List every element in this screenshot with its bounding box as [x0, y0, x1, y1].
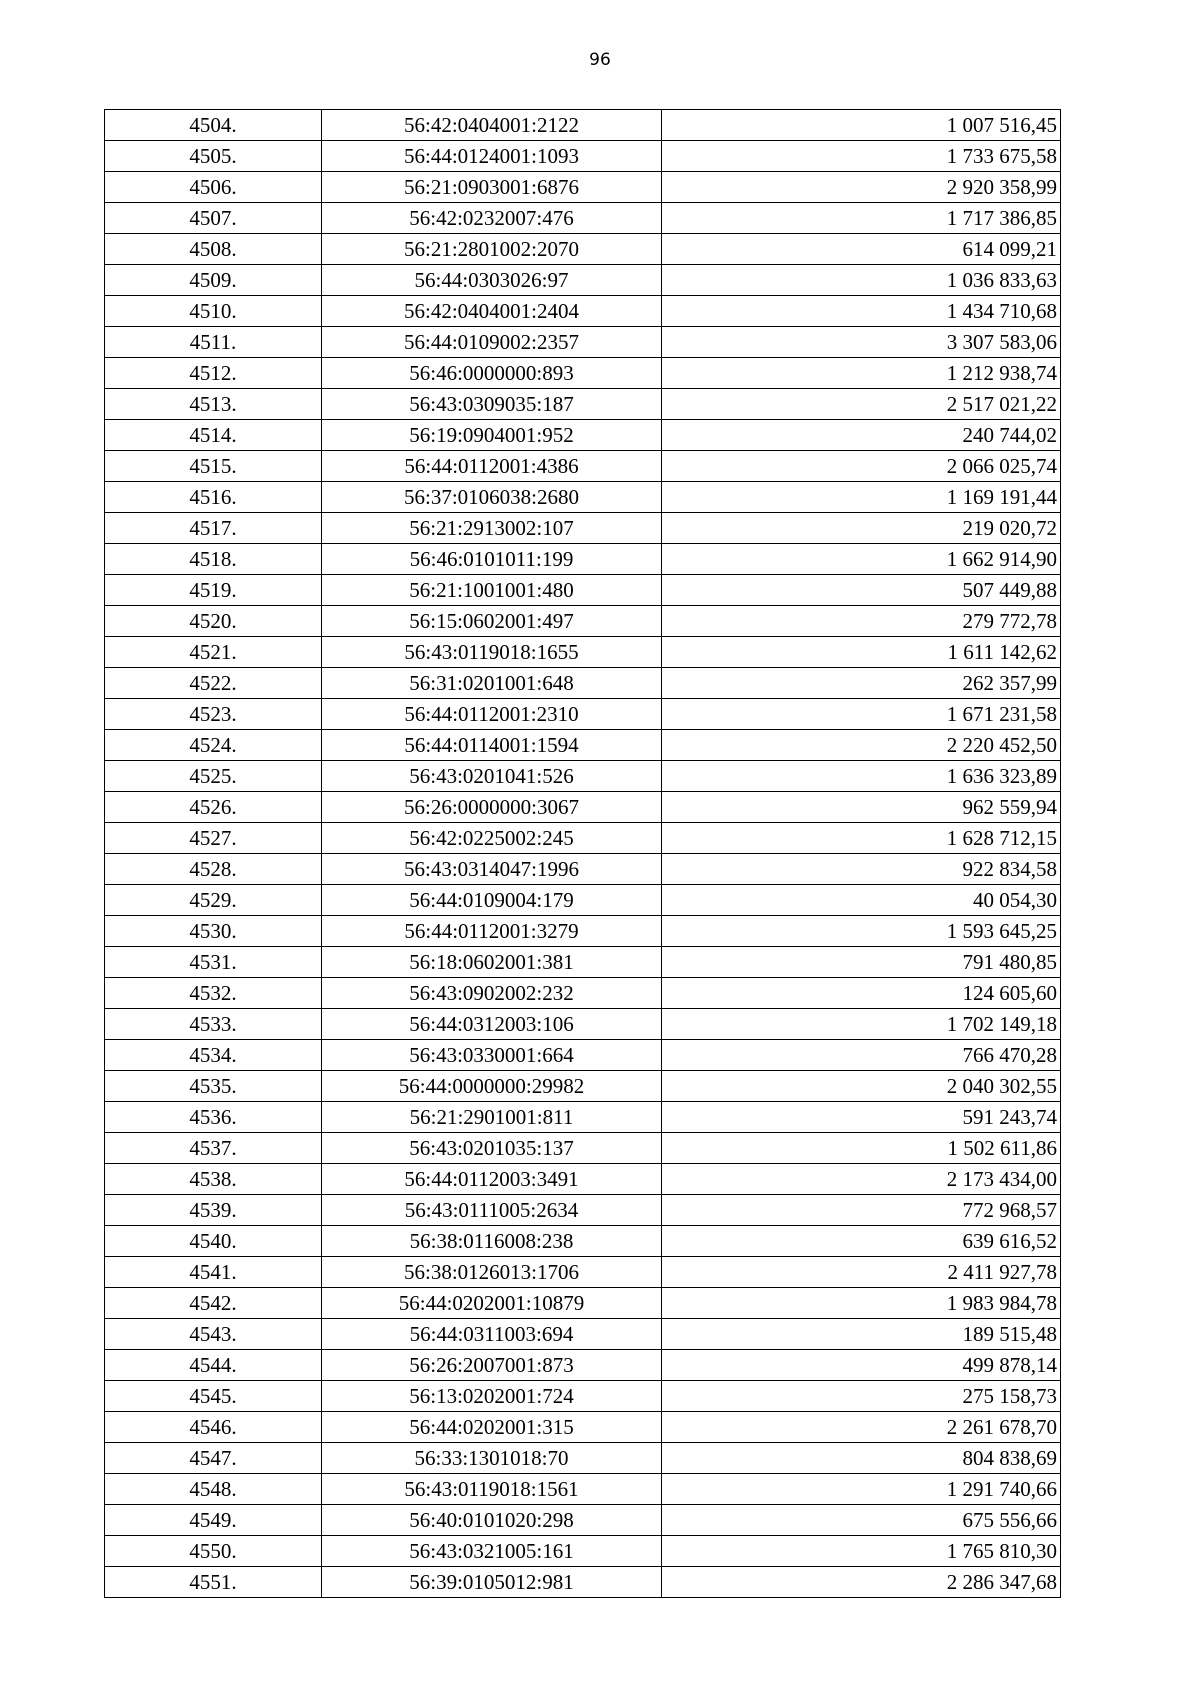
- table-body: [105, 110, 1061, 1598]
- cadastral-number-cell: 56:42:0404001:2404: [322, 296, 662, 327]
- cadastral-number-cell: 56:43:0321005:161: [322, 1536, 662, 1567]
- cadastral-number-cell: 56:44:0114001:1594: [322, 730, 662, 761]
- table-row: [105, 420, 1061, 451]
- cadastral-number-cell: 56:44:0303026:97: [322, 265, 662, 296]
- table-row: [105, 544, 1061, 575]
- row-number-cell: 4515.: [105, 451, 322, 482]
- row-number-cell: 4536.: [105, 1102, 322, 1133]
- cadastral-value-cell: 791 480,85: [662, 947, 1061, 978]
- row-number-cell: 4542.: [105, 1288, 322, 1319]
- table-row: [105, 978, 1061, 1009]
- row-number-cell: 4541.: [105, 1257, 322, 1288]
- cadastral-value-cell: 922 834,58: [662, 854, 1061, 885]
- table-row: [105, 327, 1061, 358]
- row-number-cell: 4539.: [105, 1195, 322, 1226]
- cadastral-value-cell: 1 671 231,58: [662, 699, 1061, 730]
- table-row: [105, 1040, 1061, 1071]
- table-row: [105, 265, 1061, 296]
- table-row: [105, 110, 1061, 141]
- row-number-cell: 4548.: [105, 1474, 322, 1505]
- cadastral-value-cell: 1 593 645,25: [662, 916, 1061, 947]
- table-row: [105, 1536, 1061, 1567]
- row-number-cell: 4512.: [105, 358, 322, 389]
- row-number-cell: 4546.: [105, 1412, 322, 1443]
- cadastral-value-cell: 2 066 025,74: [662, 451, 1061, 482]
- row-number-cell: 4522.: [105, 668, 322, 699]
- cadastral-number-cell: 56:37:0106038:2680: [322, 482, 662, 513]
- cadastral-value-cell: 1 169 191,44: [662, 482, 1061, 513]
- row-number-cell: 4523.: [105, 699, 322, 730]
- row-number-cell: 4519.: [105, 575, 322, 606]
- table-row: [105, 1412, 1061, 1443]
- row-number-cell: 4518.: [105, 544, 322, 575]
- cadastral-value-cell: 1 662 914,90: [662, 544, 1061, 575]
- table-row: [105, 296, 1061, 327]
- cadastral-number-cell: 56:46:0000000:893: [322, 358, 662, 389]
- cadastral-number-cell: 56:43:0314047:1996: [322, 854, 662, 885]
- cadastral-number-cell: 56:42:0225002:245: [322, 823, 662, 854]
- row-number-cell: 4513.: [105, 389, 322, 420]
- row-number-cell: 4545.: [105, 1381, 322, 1412]
- cadastral-number-cell: 56:44:0124001:1093: [322, 141, 662, 172]
- cadastral-value-cell: 1 007 516,45: [662, 110, 1061, 141]
- cadastral-number-cell: 56:42:0404001:2122: [322, 110, 662, 141]
- row-number-cell: 4534.: [105, 1040, 322, 1071]
- row-number-cell: 4508.: [105, 234, 322, 265]
- cadastral-value-cell: 1 717 386,85: [662, 203, 1061, 234]
- cadastral-number-cell: 56:13:0202001:724: [322, 1381, 662, 1412]
- row-number-cell: 4507.: [105, 203, 322, 234]
- cadastral-number-cell: 56:44:0000000:29982: [322, 1071, 662, 1102]
- cadastral-value-cell: 804 838,69: [662, 1443, 1061, 1474]
- row-number-cell: 4532.: [105, 978, 322, 1009]
- cadastral-number-cell: 56:33:1301018:70: [322, 1443, 662, 1474]
- table-row: [105, 1257, 1061, 1288]
- cadastral-number-cell: 56:43:0330001:664: [322, 1040, 662, 1071]
- table-row: [105, 1009, 1061, 1040]
- row-number-cell: 4538.: [105, 1164, 322, 1195]
- cadastral-value-cell: 279 772,78: [662, 606, 1061, 637]
- row-number-cell: 4544.: [105, 1350, 322, 1381]
- table-row: [105, 668, 1061, 699]
- cadastral-number-cell: 56:43:0111005:2634: [322, 1195, 662, 1226]
- cadastral-number-cell: 56:38:0126013:1706: [322, 1257, 662, 1288]
- cadastral-value-cell: 1 212 938,74: [662, 358, 1061, 389]
- cadastral-value-cell: 40 054,30: [662, 885, 1061, 916]
- cadastral-value-cell: 2 261 678,70: [662, 1412, 1061, 1443]
- cadastral-value-cell: 2 040 302,55: [662, 1071, 1061, 1102]
- page-number: 96: [589, 50, 611, 70]
- cadastral-number-cell: 56:26:0000000:3067: [322, 792, 662, 823]
- table-row: [105, 1071, 1061, 1102]
- row-number-cell: 4551.: [105, 1567, 322, 1598]
- cadastral-number-cell: 56:21:2913002:107: [322, 513, 662, 544]
- cadastral-value-cell: 262 357,99: [662, 668, 1061, 699]
- cadastral-value-cell: 507 449,88: [662, 575, 1061, 606]
- cadastral-value-cell: 124 605,60: [662, 978, 1061, 1009]
- cadastral-value-cell: 1 434 710,68: [662, 296, 1061, 327]
- row-number-cell: 4511.: [105, 327, 322, 358]
- row-number-cell: 4521.: [105, 637, 322, 668]
- table-row: [105, 1505, 1061, 1536]
- table-row: [105, 141, 1061, 172]
- cadastral-number-cell: 56:43:0201041:526: [322, 761, 662, 792]
- row-number-cell: 4547.: [105, 1443, 322, 1474]
- cadastral-value-cell: 772 968,57: [662, 1195, 1061, 1226]
- cadastral-value-cell: 2 173 434,00: [662, 1164, 1061, 1195]
- cadastral-number-cell: 56:21:2801002:2070: [322, 234, 662, 265]
- table-row: [105, 1195, 1061, 1226]
- row-number-cell: 4514.: [105, 420, 322, 451]
- table-row: [105, 234, 1061, 265]
- cadastral-value-cell: 240 744,02: [662, 420, 1061, 451]
- row-number-cell: 4504.: [105, 110, 322, 141]
- cadastral-value-cell: 1 983 984,78: [662, 1288, 1061, 1319]
- row-number-cell: 4533.: [105, 1009, 322, 1040]
- cadastral-number-cell: 56:44:0202001:315: [322, 1412, 662, 1443]
- row-number-cell: 4543.: [105, 1319, 322, 1350]
- table-row: [105, 1102, 1061, 1133]
- cadastral-value-cell: 2 411 927,78: [662, 1257, 1061, 1288]
- table-row: [105, 172, 1061, 203]
- cadastral-number-cell: 56:26:2007001:873: [322, 1350, 662, 1381]
- cadastral-number-cell: 56:19:0904001:952: [322, 420, 662, 451]
- cadastral-number-cell: 56:44:0112001:2310: [322, 699, 662, 730]
- cadastral-value-cell: 1 636 323,89: [662, 761, 1061, 792]
- cadastral-number-cell: 56:44:0112001:3279: [322, 916, 662, 947]
- cadastral-value-cell: 2 517 021,22: [662, 389, 1061, 420]
- row-number-cell: 4510.: [105, 296, 322, 327]
- row-number-cell: 4509.: [105, 265, 322, 296]
- cadastral-number-cell: 56:44:0112003:3491: [322, 1164, 662, 1195]
- cadastral-number-cell: 56:43:0309035:187: [322, 389, 662, 420]
- table-row: [105, 1443, 1061, 1474]
- cadastral-number-cell: 56:44:0112001:4386: [322, 451, 662, 482]
- table-row: [105, 730, 1061, 761]
- cadastral-value-cell: 1 765 810,30: [662, 1536, 1061, 1567]
- cadastral-number-cell: 56:21:2901001:811: [322, 1102, 662, 1133]
- cadastral-value-cell: 2 220 452,50: [662, 730, 1061, 761]
- cadastral-number-cell: 56:31:0201001:648: [322, 668, 662, 699]
- row-number-cell: 4537.: [105, 1133, 322, 1164]
- row-number-cell: 4527.: [105, 823, 322, 854]
- cadastral-number-cell: 56:43:0119018:1655: [322, 637, 662, 668]
- table-row: [105, 606, 1061, 637]
- table-row: [105, 575, 1061, 606]
- cadastral-value-cell: 639 616,52: [662, 1226, 1061, 1257]
- row-number-cell: 4520.: [105, 606, 322, 637]
- row-number-cell: 4506.: [105, 172, 322, 203]
- cadastral-value-cell: 1 291 740,66: [662, 1474, 1061, 1505]
- table-row: [105, 1474, 1061, 1505]
- cadastral-number-cell: 56:44:0312003:106: [322, 1009, 662, 1040]
- table-row: [105, 699, 1061, 730]
- cadastral-number-cell: 56:46:0101011:199: [322, 544, 662, 575]
- table-row: [105, 916, 1061, 947]
- table-row: [105, 1226, 1061, 1257]
- cadastral-value-cell: 1 502 611,86: [662, 1133, 1061, 1164]
- table-row: [105, 1350, 1061, 1381]
- row-number-cell: 4516.: [105, 482, 322, 513]
- table-row: [105, 761, 1061, 792]
- row-number-cell: 4525.: [105, 761, 322, 792]
- cadastral-number-cell: 56:44:0109004:179: [322, 885, 662, 916]
- row-number-cell: 4535.: [105, 1071, 322, 1102]
- cadastral-value-cell: 591 243,74: [662, 1102, 1061, 1133]
- cadastral-number-cell: 56:44:0109002:2357: [322, 327, 662, 358]
- cadastral-number-cell: 56:44:0202001:10879: [322, 1288, 662, 1319]
- table-row: [105, 513, 1061, 544]
- row-number-cell: 4529.: [105, 885, 322, 916]
- cadastral-number-cell: 56:21:0903001:6876: [322, 172, 662, 203]
- cadastral-number-cell: 56:43:0201035:137: [322, 1133, 662, 1164]
- cadastral-value-cell: 2 920 358,99: [662, 172, 1061, 203]
- cadastral-value-cell: 219 020,72: [662, 513, 1061, 544]
- cadastral-value-cell: 275 158,73: [662, 1381, 1061, 1412]
- row-number-cell: 4531.: [105, 947, 322, 978]
- row-number-cell: 4505.: [105, 141, 322, 172]
- cadastral-value-cell: 1 611 142,62: [662, 637, 1061, 668]
- table-row: [105, 482, 1061, 513]
- table-row: [105, 1381, 1061, 1412]
- cadastral-number-cell: 56:15:0602001:497: [322, 606, 662, 637]
- cadastral-value-cell: 962 559,94: [662, 792, 1061, 823]
- row-number-cell: 4524.: [105, 730, 322, 761]
- row-number-cell: 4550.: [105, 1536, 322, 1567]
- cadastral-value-cell: 614 099,21: [662, 234, 1061, 265]
- cadastral-value-cell: 1 733 675,58: [662, 141, 1061, 172]
- table-row: [105, 823, 1061, 854]
- row-number-cell: 4517.: [105, 513, 322, 544]
- cadastral-value-table: [104, 109, 1061, 1598]
- table-row: [105, 1133, 1061, 1164]
- cadastral-number-cell: 56:44:0311003:694: [322, 1319, 662, 1350]
- cadastral-value-cell: 1 702 149,18: [662, 1009, 1061, 1040]
- cadastral-value-cell: 675 556,66: [662, 1505, 1061, 1536]
- cadastral-number-cell: 56:43:0119018:1561: [322, 1474, 662, 1505]
- cadastral-value-cell: 1 036 833,63: [662, 265, 1061, 296]
- table-row: [105, 1288, 1061, 1319]
- table-row: [105, 1164, 1061, 1195]
- cadastral-number-cell: 56:38:0116008:238: [322, 1226, 662, 1257]
- table-row: [105, 854, 1061, 885]
- cadastral-number-cell: 56:21:1001001:480: [322, 575, 662, 606]
- cadastral-value-cell: 189 515,48: [662, 1319, 1061, 1350]
- cadastral-value-cell: 3 307 583,06: [662, 327, 1061, 358]
- cadastral-number-cell: 56:42:0232007:476: [322, 203, 662, 234]
- row-number-cell: 4540.: [105, 1226, 322, 1257]
- cadastral-value-cell: 766 470,28: [662, 1040, 1061, 1071]
- table-row: [105, 451, 1061, 482]
- table-row: [105, 358, 1061, 389]
- cadastral-value-cell: 499 878,14: [662, 1350, 1061, 1381]
- row-number-cell: 4530.: [105, 916, 322, 947]
- cadastral-value-cell: 2 286 347,68: [662, 1567, 1061, 1598]
- cadastral-number-cell: 56:43:0902002:232: [322, 978, 662, 1009]
- cadastral-number-cell: 56:18:0602001:381: [322, 947, 662, 978]
- table-row: [105, 1567, 1061, 1598]
- table-row: [105, 1319, 1061, 1350]
- cadastral-number-cell: 56:40:0101020:298: [322, 1505, 662, 1536]
- row-number-cell: 4528.: [105, 854, 322, 885]
- table-row: [105, 203, 1061, 234]
- cadastral-value-cell: 1 628 712,15: [662, 823, 1061, 854]
- table-row: [105, 947, 1061, 978]
- table-row: [105, 389, 1061, 420]
- table-row: [105, 792, 1061, 823]
- row-number-cell: 4549.: [105, 1505, 322, 1536]
- row-number-cell: 4526.: [105, 792, 322, 823]
- cadastral-number-cell: 56:39:0105012:981: [322, 1567, 662, 1598]
- table-row: [105, 637, 1061, 668]
- table-row: [105, 885, 1061, 916]
